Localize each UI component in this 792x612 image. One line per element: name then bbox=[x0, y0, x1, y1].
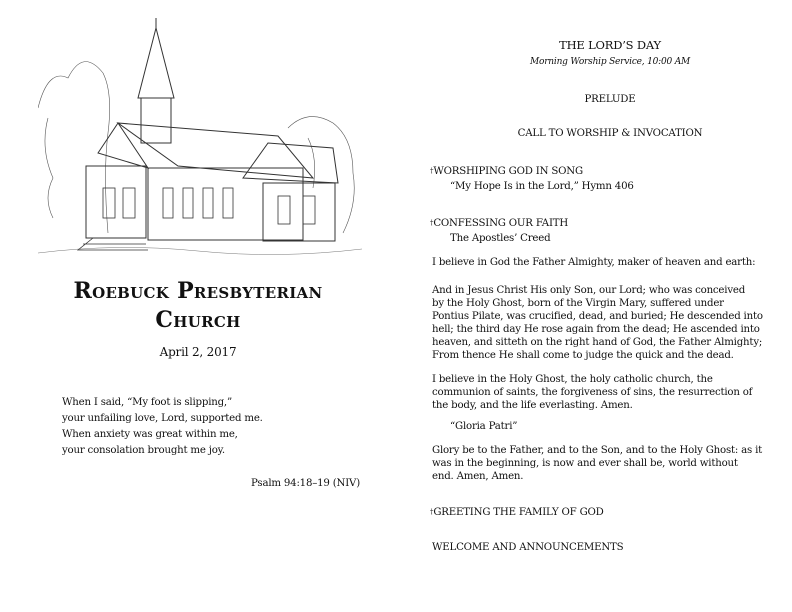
dagger-mark: † bbox=[430, 219, 434, 227]
creed-line: From thence He shall come to judge the quick and the dead. bbox=[432, 350, 734, 361]
church-sketch-illustration bbox=[38, 18, 362, 264]
creed-line: I believe in God the Father Almighty, maker of heaven and earth: bbox=[432, 257, 756, 268]
creed-line: Pontius Pilate, was crucified, dead, and buried; He descended into bbox=[432, 311, 763, 322]
gloria-title: “Gloria Patri” bbox=[450, 421, 518, 432]
gloria-line: was in the beginning, is now and ever shall be, world without bbox=[432, 458, 738, 469]
order-subtitle: Morning Worship Service, 10:00 AM bbox=[529, 57, 691, 67]
service-date: April 2, 2017 bbox=[159, 345, 237, 359]
creed-line: by the Holy Ghost, born of the Virgin Mary, suffered under bbox=[432, 298, 724, 309]
order-title: THE LORD’S DAY bbox=[559, 38, 661, 52]
confess-label: CONFESSING OUR FAITH bbox=[433, 218, 569, 229]
welcome-heading: WELCOME AND ANNOUNCEMENTS bbox=[432, 542, 624, 553]
dagger-mark: † bbox=[430, 167, 434, 175]
creed-name: The Apostles’ Creed bbox=[450, 233, 551, 244]
gloria-line: Glory be to the Father, and to the Son, and to the Holy Ghost: as it bbox=[432, 445, 763, 456]
creed-line: heaven, and sitteth on the right hand of God, the Father Almighty; bbox=[432, 337, 763, 348]
worship-heading bbox=[430, 165, 583, 178]
verse-line: When I said, “My foot is slipping,” bbox=[62, 397, 232, 408]
worship-label: WORSHIPING GOD IN SONG bbox=[433, 166, 583, 177]
confess-heading bbox=[430, 217, 568, 230]
verse-line: When anxiety was great within me, bbox=[62, 429, 238, 440]
creed-line: I believe in the Holy Ghost, the holy catholic church, the bbox=[432, 374, 713, 385]
greeting-heading bbox=[430, 506, 604, 519]
creed-line: And in Jesus Christ His only Son, our Lord; who was conceived bbox=[432, 285, 746, 296]
hymn: “My Hope Is in the Lord,” Hymn 406 bbox=[450, 181, 634, 192]
gloria-line: end. Amen, Amen. bbox=[432, 471, 524, 482]
creed-line: the body, and the life everlasting. Amen. bbox=[432, 400, 633, 411]
church-name-line1: Roebuck Presbyterian bbox=[73, 278, 323, 304]
dagger-mark: † bbox=[430, 508, 434, 516]
church-name-line2: Church bbox=[155, 307, 241, 333]
greeting-label: GREETING THE FAMILY OF GOD bbox=[433, 507, 604, 518]
verse-line: your unfailing love, Lord, supported me. bbox=[62, 413, 263, 424]
creed-line: communion of saints, the forgiveness of sins, the resurrection of bbox=[432, 387, 753, 398]
verse-reference: Psalm 94:18–19 (NIV) bbox=[251, 478, 360, 489]
creed-line: hell; the third day He rose again from the dead; He ascended into bbox=[432, 324, 760, 335]
call-to-worship: CALL TO WORSHIP & INVOCATION bbox=[517, 128, 703, 139]
verse-line: your consolation brought me joy. bbox=[62, 445, 225, 456]
prelude: PRELUDE bbox=[584, 94, 636, 105]
